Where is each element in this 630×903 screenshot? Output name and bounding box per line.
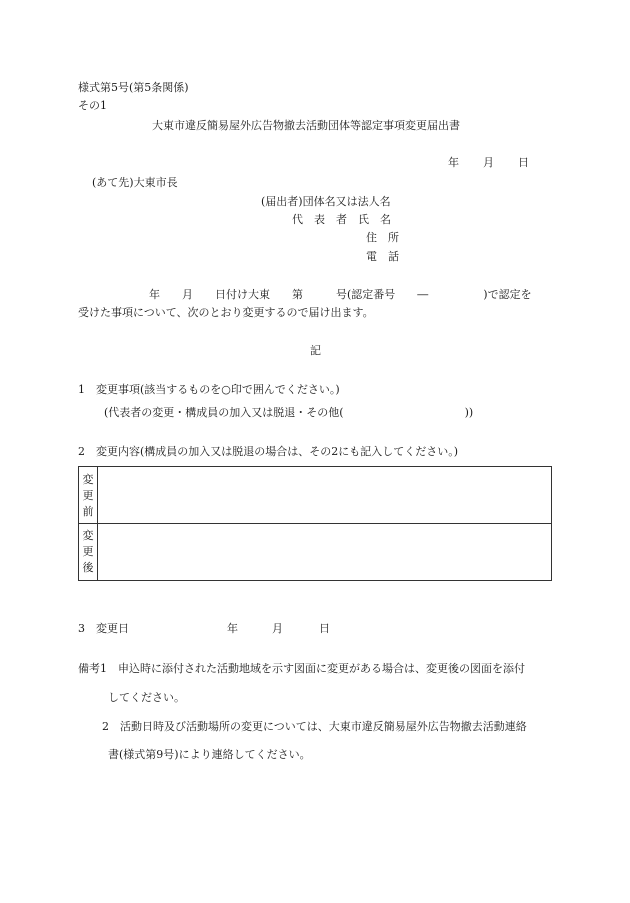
submitter-address-label: 住 所 bbox=[366, 231, 399, 244]
form-number: 様式第5号(第5条関係) bbox=[78, 81, 189, 94]
remark-1-line-2: してください。 bbox=[108, 691, 185, 704]
date-month: 月 bbox=[483, 156, 494, 169]
submitter-rep-label: 代 表 者 氏 名 bbox=[292, 213, 391, 226]
addressee: (あて先)大東市長 bbox=[92, 176, 178, 189]
after-content-cell[interactable] bbox=[98, 524, 551, 580]
change-table bbox=[78, 466, 552, 581]
ki-label: 記 bbox=[310, 344, 321, 357]
item3-year: 年 bbox=[227, 622, 238, 635]
item3-heading: 3 変更日 bbox=[78, 622, 129, 635]
body-line-2: 受けた事項について、次のとおり変更するので届け出ます。 bbox=[78, 306, 374, 319]
item1-options: (代表者の変更・構成員の加入又は脱退・その他( )) bbox=[104, 406, 474, 419]
remark-2-line-2: 書(様式第9号)により連絡してください。 bbox=[108, 748, 311, 761]
date-year: 年 bbox=[448, 156, 459, 169]
body-line-1: 年 月 日付け大東 第 号(認定番号 ― )で認定を bbox=[149, 288, 532, 301]
before-label-char: 前 bbox=[82, 505, 94, 518]
after-label-char: 変 bbox=[82, 529, 94, 542]
item2-heading: 2 変更内容(構成員の加入又は脱退の場合は、その2にも記入してください。) bbox=[78, 445, 459, 458]
before-content-cell[interactable] bbox=[98, 467, 551, 523]
after-label-char: 後 bbox=[82, 561, 94, 574]
form-part: その1 bbox=[78, 99, 107, 112]
remark-1-line-1: 備考1 申込時に添付された活動地域を示す図面に変更がある場合は、変更後の図面を添付 bbox=[78, 662, 525, 675]
after-label-char: 更 bbox=[82, 545, 94, 558]
submitter-phone-label: 電 話 bbox=[366, 250, 399, 263]
before-label-char: 更 bbox=[82, 489, 94, 502]
document-title: 大東市違反簡易屋外広告物撤去活動団体等認定事項変更届出書 bbox=[152, 119, 460, 132]
date-day: 日 bbox=[518, 156, 529, 169]
item3-day: 日 bbox=[319, 622, 330, 635]
submitter-org-label: (届出者)団体名又は法人名 bbox=[261, 195, 391, 208]
item3-month: 月 bbox=[272, 622, 283, 635]
item1-heading: 1 変更事項(該当するものを○印で囲んでください。) bbox=[78, 383, 340, 396]
before-label-char: 変 bbox=[82, 473, 94, 486]
remark-2-line-1: 2 活動日時及び活動場所の変更については、大東市違反簡易屋外広告物撤去活動連絡 bbox=[102, 720, 527, 733]
